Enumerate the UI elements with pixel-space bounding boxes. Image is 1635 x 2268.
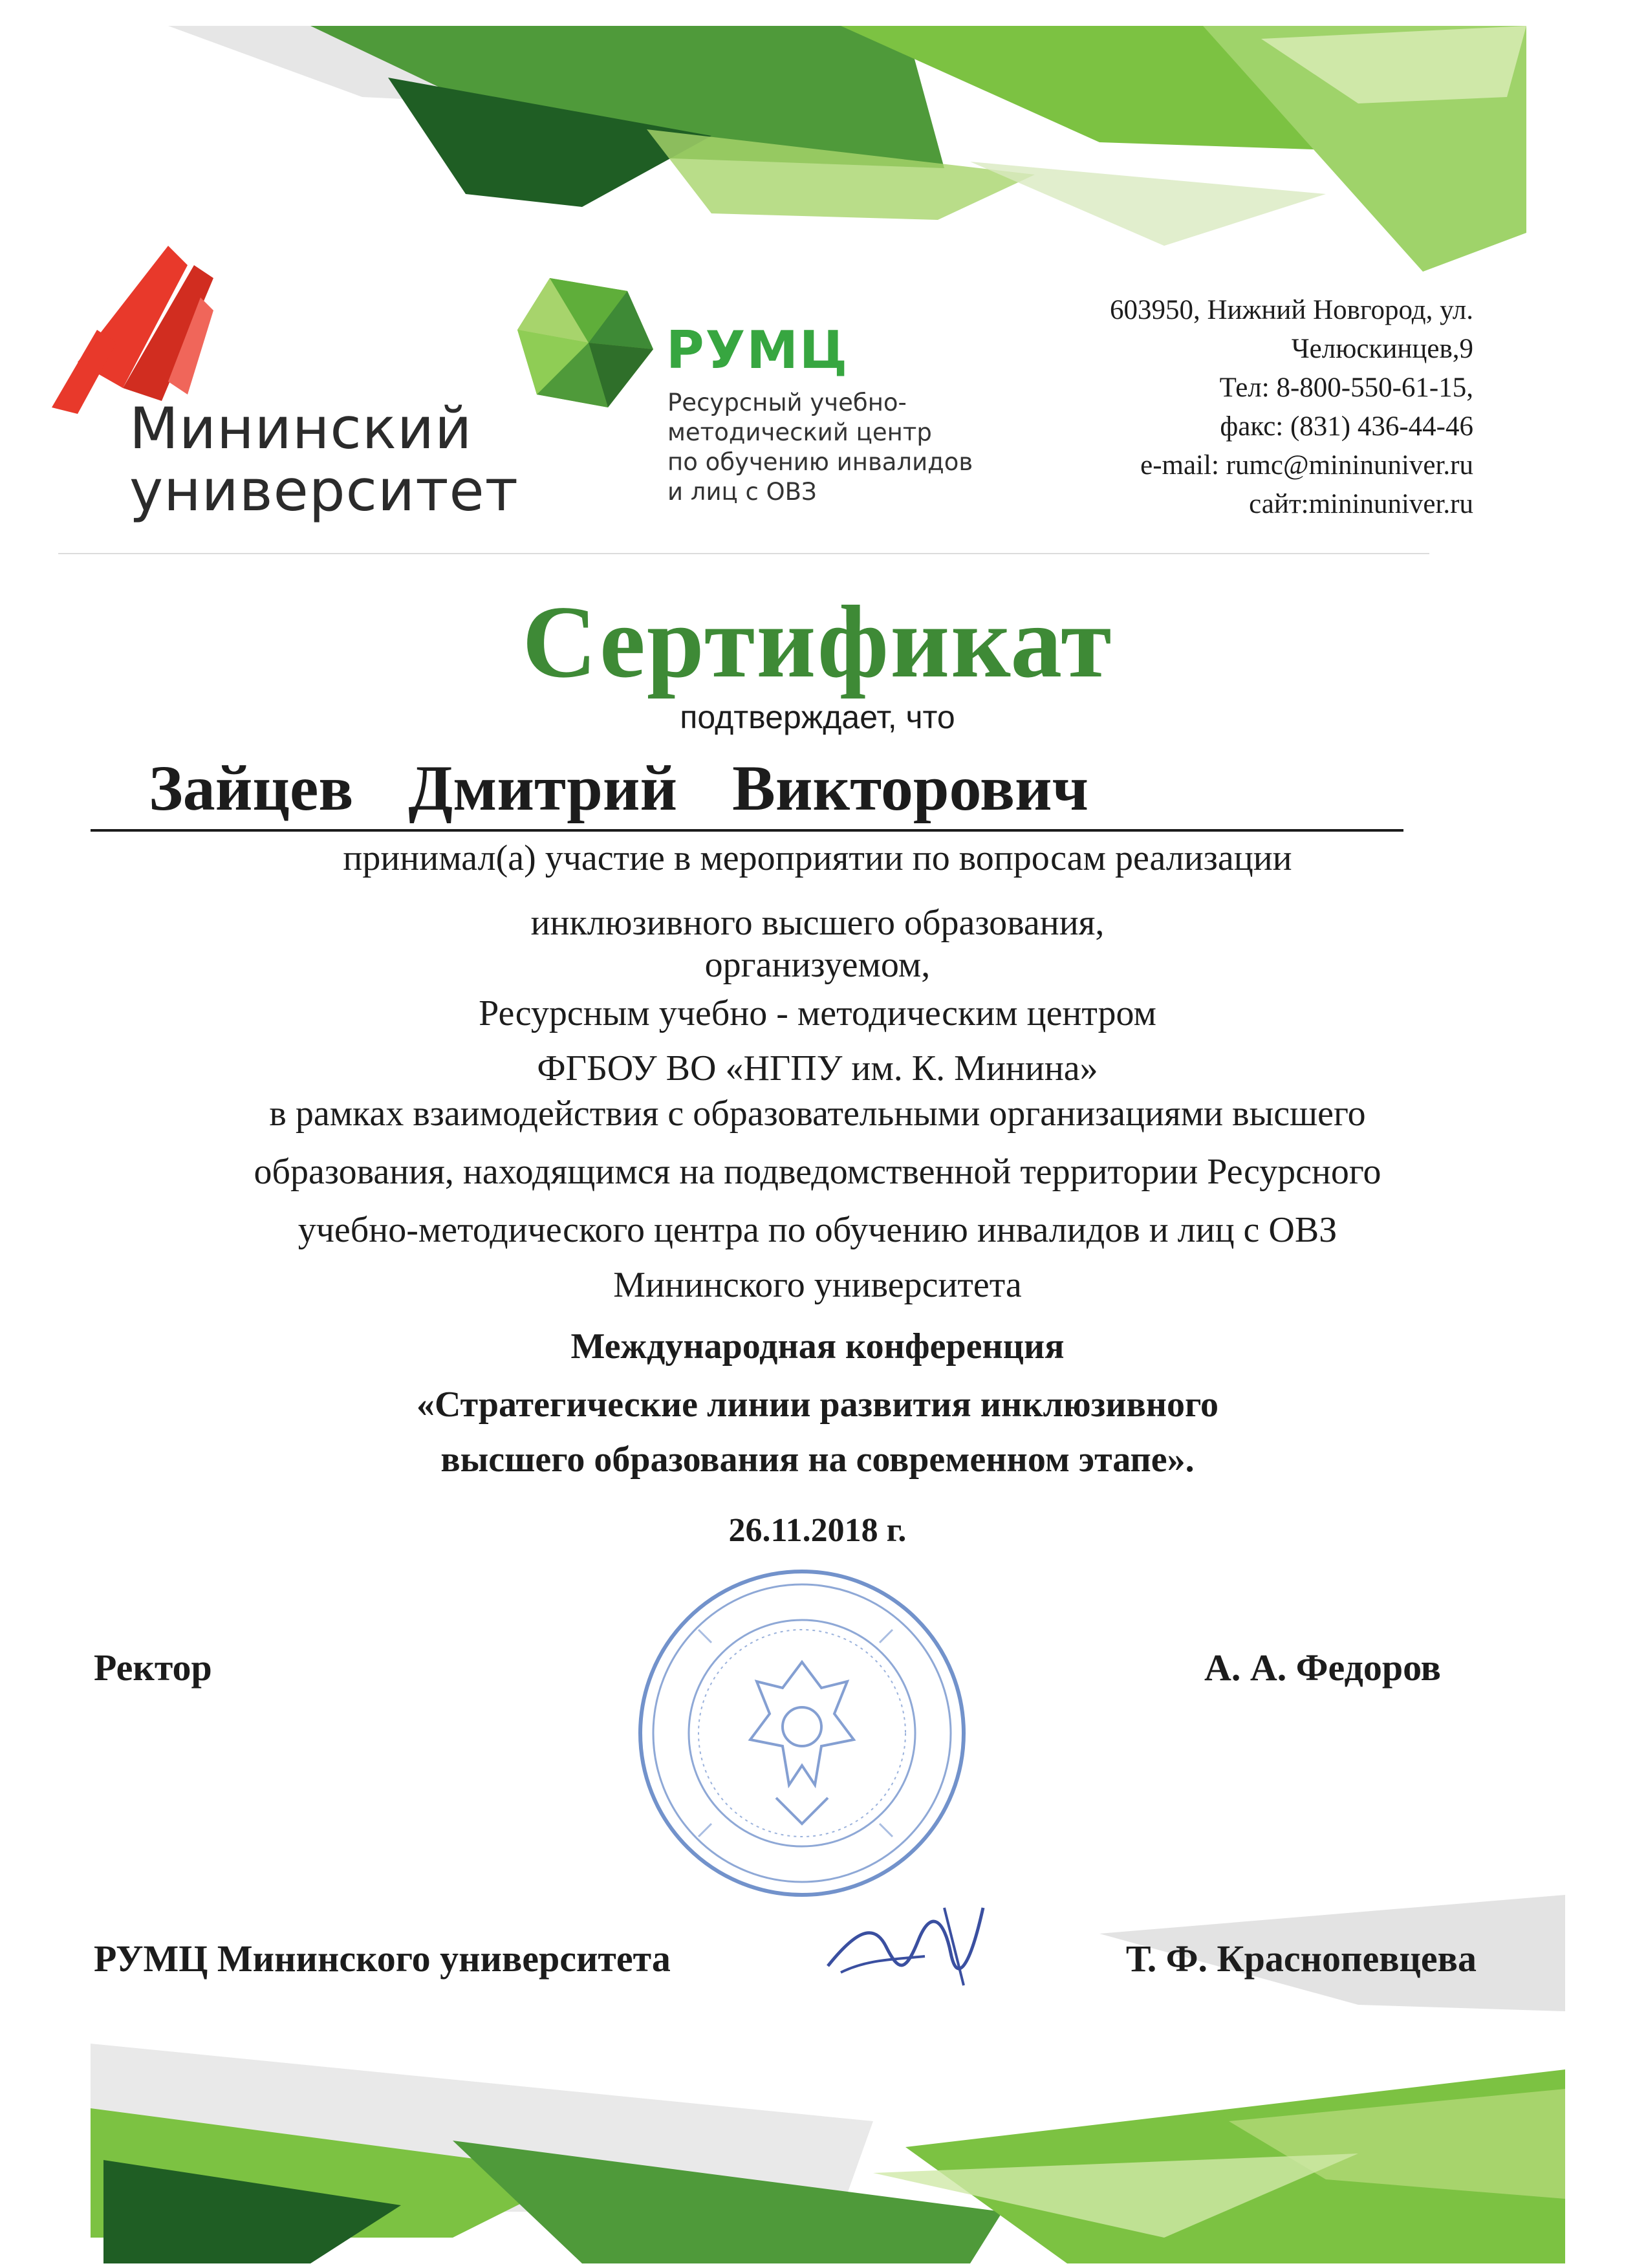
event-date: 26.11.2018 г. xyxy=(728,1512,907,1549)
event-title-1: «Стратегические линии развития инклюзивного xyxy=(416,1385,1219,1425)
handwritten-signature xyxy=(815,1895,996,1998)
body-line-6: в рамках взаимодействия с образовательными организациями высшего xyxy=(269,1094,1366,1134)
contact-block xyxy=(1110,291,1473,524)
rumc-title: РУМЦ xyxy=(666,320,849,380)
rumc-head-name: Т. Ф. Краснопевцева xyxy=(1125,1938,1477,1980)
body-line-3: организуемом, xyxy=(704,945,931,985)
rumc-signature-label: РУМЦ Мининского университета xyxy=(94,1938,671,1980)
body-line-7: образования, находящимся на подведомственной территории Ресурсного xyxy=(254,1152,1381,1192)
body-line-8: учебно-методического центра по обучению инвалидов и лиц с ОВЗ xyxy=(298,1210,1337,1250)
official-stamp xyxy=(621,1552,983,1914)
body-line-2: инклюзивного высшего образования, xyxy=(530,903,1105,943)
body-line-5: ФГБОУ ВО «НГПУ им. К. Минина» xyxy=(537,1048,1098,1088)
recipient-name: Зайцев Дмитрий Викторович xyxy=(91,750,1403,832)
event-type: Международная конференция xyxy=(570,1326,1065,1366)
body-line-4: Ресурсным учебно - методическим центром xyxy=(479,993,1156,1033)
confirms-text: подтверждает, что xyxy=(680,699,955,735)
contact-site: сайт:mininuniver.ru xyxy=(1249,489,1473,519)
rumc-crystal-icon xyxy=(511,272,660,414)
contact-street: Челюскинцев,9 xyxy=(1291,334,1473,364)
rumc-subtitle: Ресурсный учебно- методический центр по обучению инвалидов и лиц с ОВЗ xyxy=(667,389,973,506)
mininsky-logo-text: Мининский университет xyxy=(129,395,519,524)
contact-phone: Тел: 8-800-550-61-15, xyxy=(1219,373,1473,403)
body-line-9: Мининского университета xyxy=(613,1265,1022,1305)
header-divider xyxy=(58,553,1429,554)
rector-name: А. А. Федоров xyxy=(1204,1647,1441,1689)
body-line-1: принимал(а) участие в мероприятии по вопросам реализации xyxy=(343,838,1292,878)
rector-label: Ректор xyxy=(94,1647,212,1689)
event-title-2: высшего образования на современном этапе». xyxy=(440,1440,1195,1480)
contact-email: e-mail: rumc@mininuniver.ru xyxy=(1140,450,1473,481)
certificate-title: Сертификат xyxy=(522,584,1113,699)
contact-fax: факс: (831) 436-44-46 xyxy=(1220,411,1473,442)
contact-address: 603950, Нижний Новгород, ул. xyxy=(1110,295,1473,325)
